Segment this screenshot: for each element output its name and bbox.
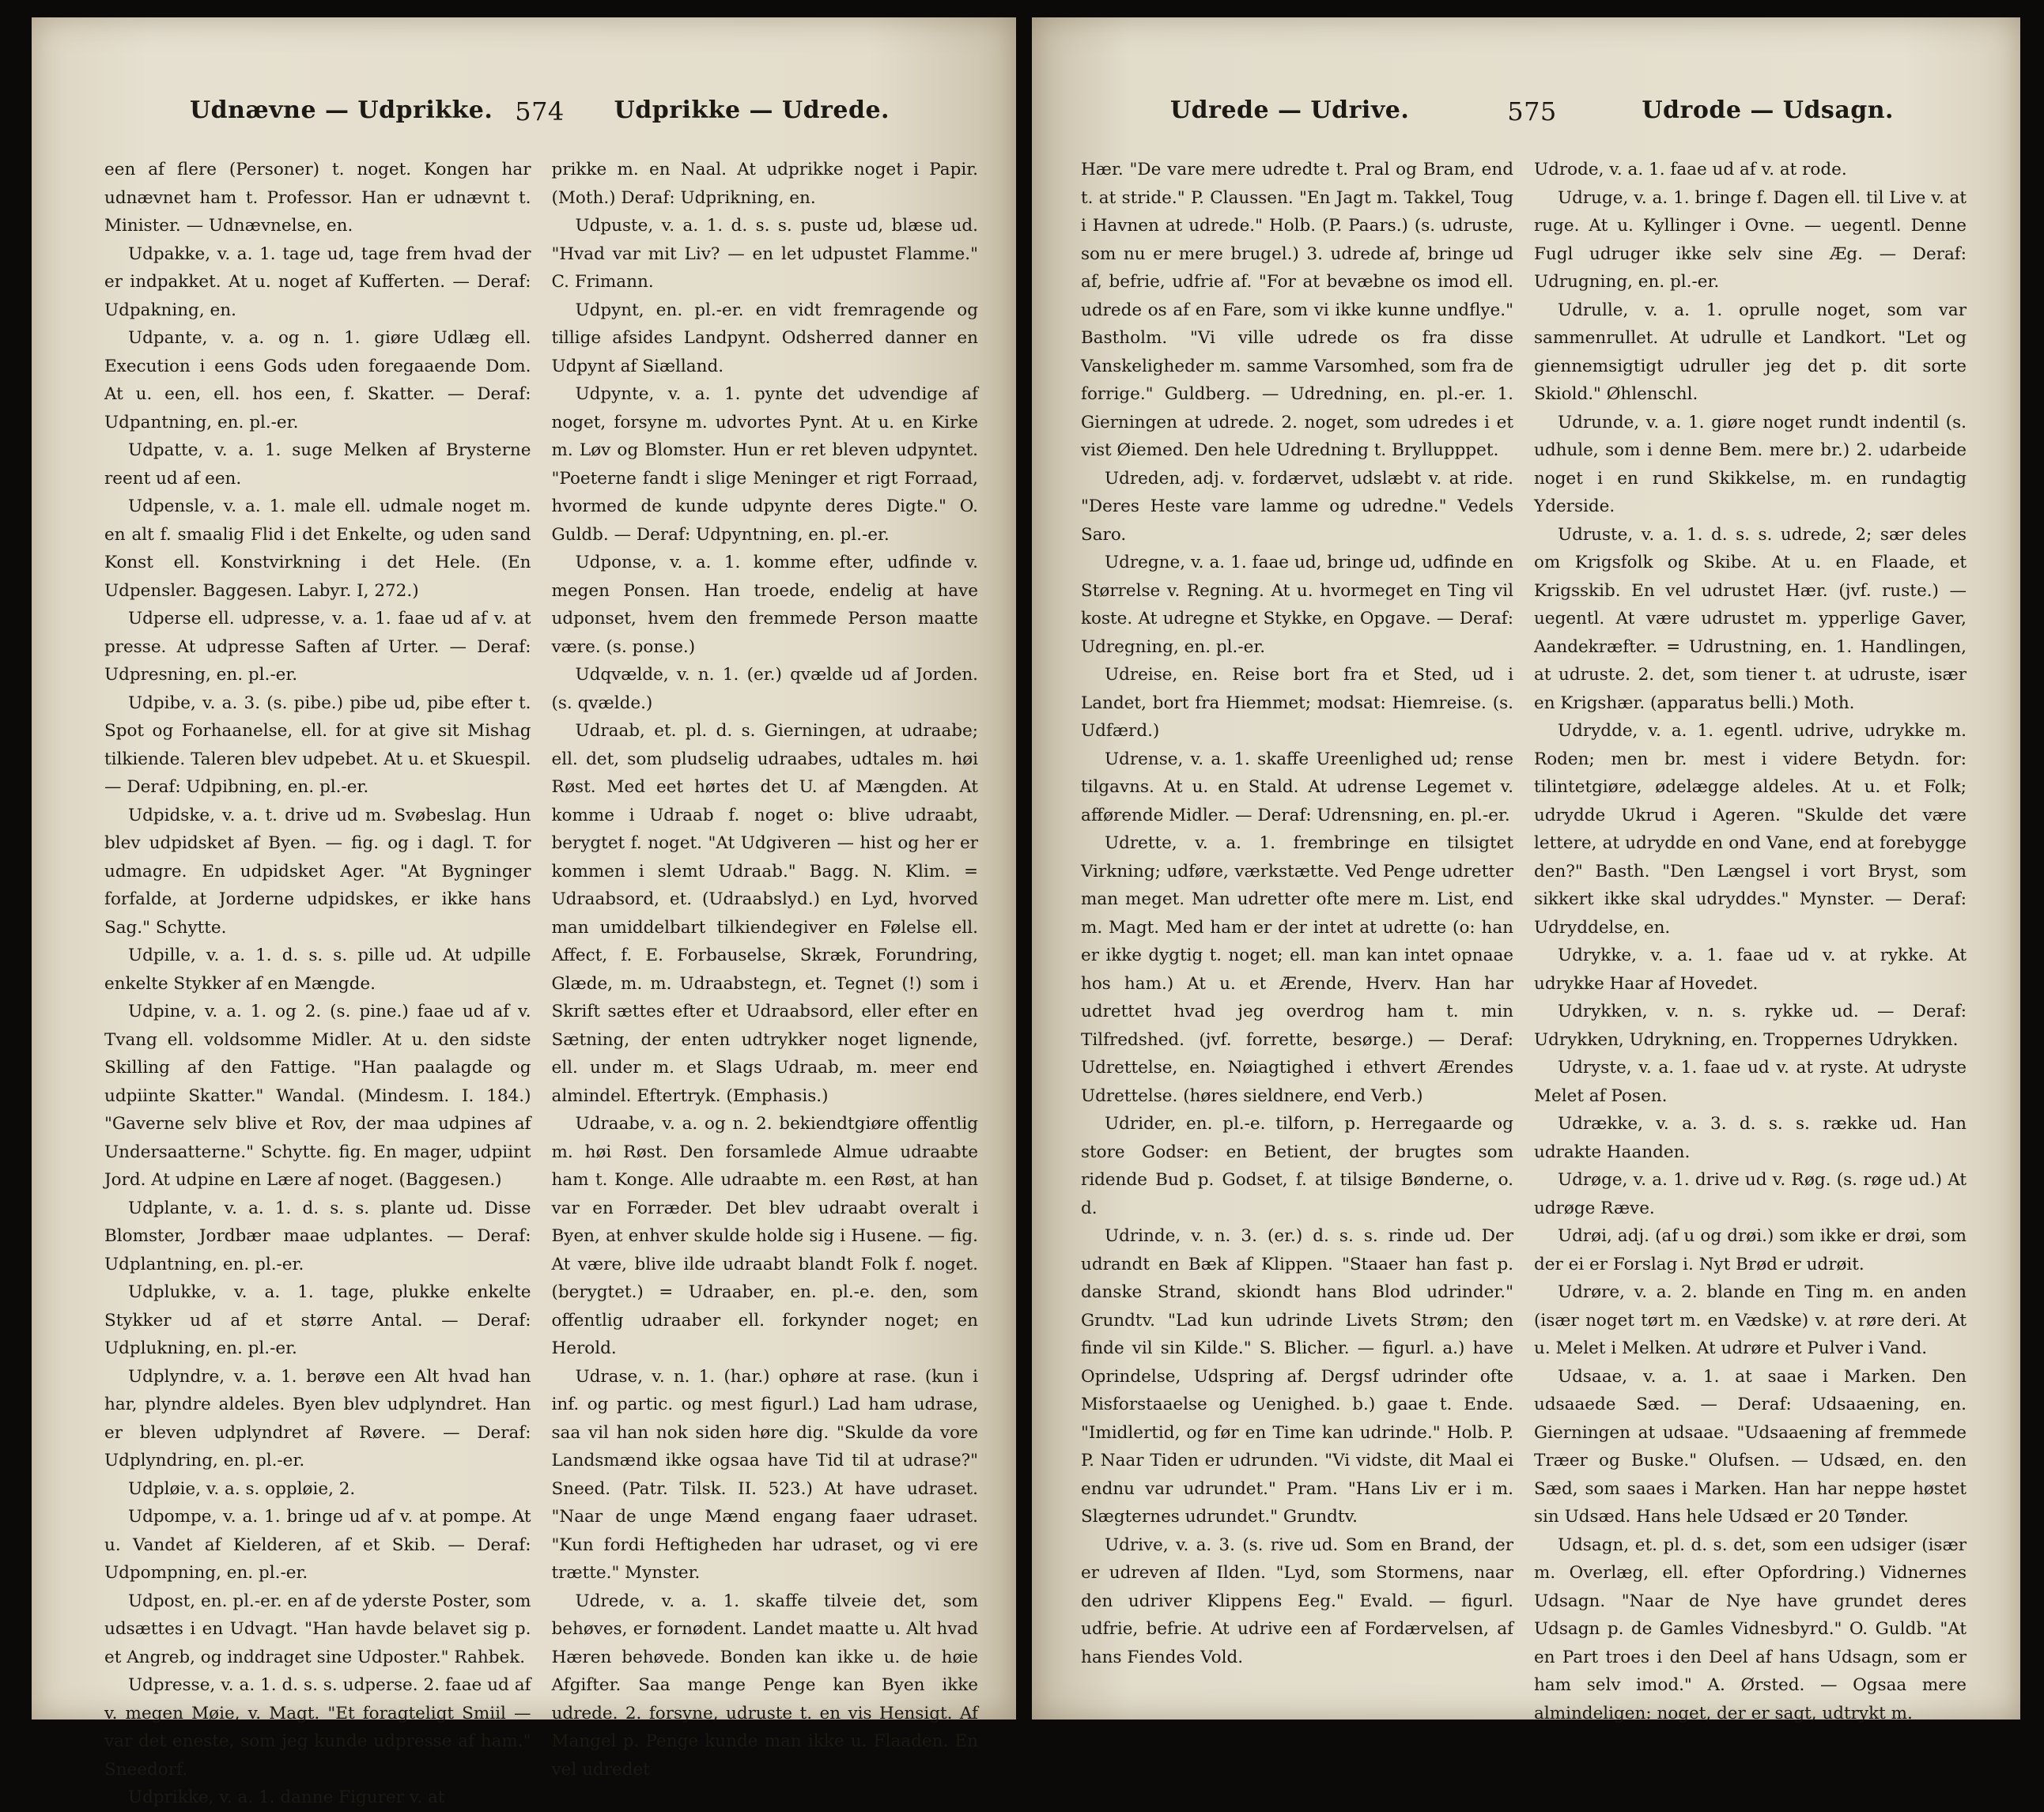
dictionary-entry: Udrulle, v. a. 1. oprulle noget, som var sammenrullet. At udrulle et Landkort. "Let og giennemsigtigt udruller jeg det p. dit sorte Skiold." Øhlenschl. — [1534, 300, 1967, 404]
left-page-number: 574 — [515, 96, 565, 126]
dictionary-entry: Udrider, en. pl.-e. tilforn, p. Herregaarde og store Godser: en Betient, der brugtes som ridende Bud p. Godset, f. at tilsige Bønderne, o. d. — [1081, 1114, 1513, 1218]
left-column-1 — [104, 156, 531, 1807]
left-column-2 — [551, 156, 979, 1780]
right-running-head — [1170, 96, 1894, 144]
dictionary-entry: Udpensle, v. a. 1. male ell. udmale noget m. en alt f. smaalig Flid i det Enkelte, og uden sand Konst ell. Konstvirkning i det Hele. (En Udpensler. Baggesen. Labyr. I, 272.) — [104, 496, 531, 601]
dictionary-entry: Udruge, v. a. 1. bringe f. Dagen ell. til Live v. at ruge. At u. Kyllinger i Ovne. — uegentl. Denne Fugl udruger ikke selv sine Æg. — Deraf: Udrugning, en. pl.-er. — [1534, 187, 1967, 292]
left-columns — [104, 156, 978, 1807]
dictionary-entry: Udrykken, v. n. s. rykke ud. — Deraf: Udrykken, Udrykning, en. Troppernes Udrykken. — [1534, 1002, 1967, 1050]
dictionary-entry: Udsagn, et. pl. d. s. det, som een udsiger (især m. Overlæg, ell. efter Opfordring.) Vidnernes Udsagn. "Naar de Nye have grundet deres Udsagn p. de Gamles Vidnesbyrd." O. Guldb. "At en Part troes i den Deel af hans Udsagn, som er ham selv imod." A. Ørsted. — Ogsaa mere almindeligen: noget, der er sagt, udtrykt m. — [1534, 1535, 1967, 1723]
dictionary-entry: Udrase, v. n. 1. (har.) ophøre at rase. (kun i inf. og partic. og mest figurl.) Lad ham udrase, saa vil han nok siden høre dig. "Skulde da vore Landsmænd ikke ogsaa have Tid til at udrase?" Sneed. (Patr. Tilsk. II. 523.) At have udraset. "Naar de unge Mænd engang faaer udraset. "Kun fordi Heftigheden har udraset, og vi ere trætte." Mynster. — [551, 1366, 978, 1583]
dictionary-entry: Udpille, v. a. 1. d. s. s. pille ud. At udpille enkelte Stykker af en Mængde. — [104, 946, 531, 994]
dictionary-entry: Udrække, v. a. 3. d. s. s. række ud. Han udrakte Haanden. — [1534, 1114, 1967, 1162]
dictionary-entry: Udreden, adj. v. fordærvet, udslæbt v. at ride. "Deres Heste vare lamme og udredne." Vedels Saro. — [1081, 468, 1513, 545]
dictionary-entry: een af flere (Personer) t. noget. Kongen har udnævnet ham t. Professor. Han er udnævnt t. Minister. — Udnævnelse, en. — [104, 160, 531, 236]
dictionary-entry: Udrode, v. a. 1. faae ud af v. at rode. — [1534, 160, 1847, 179]
dictionary-entry: Udrøge, v. a. 1. drive ud v. Røg. (s. røge ud.) At udrøge Ræve. — [1534, 1170, 1967, 1218]
right-head-left: Udrede — Udrive. — [1170, 96, 1410, 124]
dictionary-entry: Udperse ell. udpresse, v. a. 1. faae ud af v. at presse. At udpresse Saften af Urter. — Deraf: Udpresning, en. pl.-er. — [104, 609, 531, 685]
dictionary-entry: Udpløie, v. a. s. oppløie, 2. — [128, 1478, 356, 1499]
dictionary-entry: Udponse, v. a. 1. komme efter, udfinde v. megen Ponsen. Han troede, endelig at have udponset, hvem den fremmede Person maatte være. (s. ponse.) — [551, 553, 978, 657]
left-page — [32, 17, 1016, 1807]
dictionary-entry: Udregne, v. a. 1. faae ud, bringe ud, udfinde en Størrelse v. Regning. At u. hvormeget en Ting vil koste. At udregne et Stykke, en Opgave. — Deraf: Udregning, en. pl.-er. — [1081, 553, 1513, 657]
dictionary-entry: Udpost, en. pl.-er. en af de yderste Poster, som udsættes i en Udvagt. "Han havde belavet sig p. et Angreb, og inddraget sine Udposter." Rahbek. — [104, 1591, 531, 1667]
right-column-2 — [1534, 156, 1967, 1723]
dictionary-entry: Udrøre, v. a. 2. blande en Ting m. en anden (især noget tørt m. en Vædske) v. at røre deri. At u. Melet i Melken. At udrøre et Pulver i Vand. — [1534, 1282, 1967, 1358]
dictionary-entry: Udplukke, v. a. 1. tage, plukke enkelte Stykker ud af et større Antal. — Deraf: Udplukning, en. pl.-er. — [104, 1282, 531, 1358]
dictionary-entry: Udpatte, v. a. 1. suge Melken af Brysterne reent ud af een. — [104, 440, 531, 489]
left-head-left: Udnævne — Udprikke. — [190, 96, 493, 124]
dictionary-entry: Udrive, v. a. 3. (s. rive ud. Som en Brand, der er udreven af Ilden. "Lyd, som Stormens, naar den udriver Klippens Eeg." Evald. — figurl. udfrie, befrie. At udrive een af Fordærvelsen, af hans Fiendes Vold. — [1081, 1535, 1513, 1667]
right-columns — [1081, 156, 1967, 1723]
dictionary-entry: Udpakke, v. a. 1. tage ud, tage frem hvad der er indpakket. At u. noget af Kufferten. — Deraf: Udpakning, en. — [104, 243, 531, 320]
right-page — [1032, 17, 2020, 1723]
dictionary-entry: Udqvælde, v. n. 1. (er.) qvælde ud af Jorden. (s. qvælde.) — [551, 665, 978, 713]
left-head-right: Udprikke — Udrede. — [614, 96, 890, 124]
dictionary-entry: Udprikke, v. a. 1. danne Figurer v. at — [128, 1787, 445, 1807]
dictionary-entry: Udpine, v. a. 1. og 2. (s. pine.) faae ud af v. Tvang ell. voldsomme Midler. At u. den sidste Skilling af den Fattige. "Han paalagde og udpiinte Skatter." Wandal. (Mindesm. I. 184.) "Gaverne selv blive et Rov, der maa udpines af Undersaatterne." Schytte. fig. En mager, udpiint Jord. At udpine en Lære af noget. (Baggesen.) — [104, 1002, 531, 1190]
dictionary-entry: Udpynt, en. pl.-er. en vidt fremragende og tillige afsides Landpynt. Odsherred danner en Udpynt af Siælland. — [551, 300, 978, 376]
dictionary-entry: Udpompe, v. a. 1. bringe ud af v. at pompe. At u. Vandet af Kielderen, af et Skib. — Deraf: Udpompning, en. pl.-er. — [104, 1507, 531, 1583]
dictionary-entry: Udplante, v. a. 1. d. s. s. plante ud. Disse Blomster, Jordbær maae udplantes. — Deraf: Udplantning, en. pl.-er. — [104, 1198, 531, 1274]
dictionary-entry: Udraab, et. pl. d. s. Gierningen, at udraabe; ell. det, som pludselig udraabes, udtales m. høi Røst. Med eet hørtes det U. af Mængden. At komme i Udraab f. noget o: blive udraabt, berygtet f. noget. "At Udgiveren — hist og her er kommen i slemt Udraab." Bagg. N. Klim. = Udraabsord, et. (Udraabslyd.) en Lyd, hvorved man umiddelbart tilkiendegiver en Følelse ell. Affect, f. E. Forbauselse, Skræk, Forundring, Glæde, m. m. Udraabstegn, et. Tegnet (!) som i Skrift sættes efter et Udraabsord, eller efter en Sætning, der enten udtrykker noget lignende, ell. under m. et Slags Udraab, m. meer end almindel. Eftertryk. (Emphasis.) — [551, 721, 978, 1106]
dictionary-entry: Udreise, en. Reise bort fra et Sted, ud i Landet, bort fra Hiemmet; modsat: Hiemreise. (s. Udfærd.) — [1081, 665, 1513, 741]
dictionary-entry: prikke m. en Naal. At udprikke noget i Papir. (Moth.) Deraf: Udprikning, en. — [551, 160, 978, 208]
dictionary-entry: Udrede, v. a. 1. skaffe tilveie det, som behøves, er fornødent. Landet maatte u. Alt hvad Hæren behøvede. Bonden kan ikke u. de høie Afgifter. Saa mange Penge kan Byen ikke udrede. 2. forsyne, udruste t. en vis Hensigt. Af Mangel p. Penge kunde man ikke u. Flaaden. En vel udredet — [551, 1591, 978, 1780]
dictionary-entry: Udraabe, v. a. og n. 2. bekiendtgiøre offentlig m. høi Røst. Den forsamlede Almue udraabte ham t. Konge. Alle udraabte m. een Røst, at han var en Forræder. Det blev udraabt overalt i Byen, at enhver skulde holde sig i Husene. — fig. At være, blive ilde udraabt blandt Folk f. noget. (berygtet.) = Udraaber, en. pl.-e. den, som offentlig udraaber ell. forkynder noget; en Herold. — [551, 1114, 978, 1358]
dictionary-entry: Udsaae, v. a. 1. at saae i Marken. Den udsaaede Sæd. — Deraf: Udsaaening, en. Gierningen at udsaae. "Udsaaening af fremmede Træer og Buske." Olufsen. — Udsæd, en. den Sæd, som saaes i Marken. Han har neppe høstet sin Udsæd. Hans hele Udsæd er 20 Tønder. — [1534, 1366, 1967, 1527]
dictionary-entry: Udrykke, v. a. 1. faae ud v. at rykke. At udrykke Haar af Hovedet. — [1534, 946, 1967, 994]
dictionary-entry: Udrense, v. a. 1. skaffe Ureenlighed ud; rense tilgavns. At u. en Stald. At udrense Legemet v. afførende Midler. — Deraf: Udrensning, en. pl.-er. — [1081, 749, 1513, 825]
dictionary-entry: Udpidske, v. a. t. drive ud m. Svøbeslag. Hun blev udpidsket af Byen. — fig. og i dagl. T. for udmagre. En udpidsket Ager. "At Bygninger forfalde, at Jorderne udpidskes, er ikke hans Sag." Schytte. — [104, 805, 531, 938]
dictionary-entry: Udpresse, v. a. 1. d. s. s. udperse. 2. faae ud af v. megen Møie, v. Magt. "Et foragteligt Smiil — var det eneste, som jeg kunde udpresse af ham." Sneedorf. — [104, 1675, 531, 1780]
dictionary-entry: Udrinde, v. n. 3. (er.) d. s. s. rinde ud. Der udrandt en Bæk af Klippen. "Staaer han fast p. danske Strand, skiondt hans Blod udrinder." Grundtv. "Lad kun udrinde Livets Strøm; den finde vil sin Kilde." S. Blicher. — figurl. a.) have Oprindelse, Udspring af. Dergsf udrinder ofte Misforstaaelse og Uenighed. b.) gaae t. Ende. "Imidlertid, og før en Time kan udrinde." Holb. P. P. Naar Tiden er udrunden. "Vi vidste, dit Maal ei endnu var udrundet." Pram. "Hans Liv er i m. Slægternes udrundet." Grundtv. — [1081, 1226, 1513, 1527]
right-page-number: 575 — [1507, 96, 1557, 126]
dictionary-entry: Udryste, v. a. 1. faae ud v. at ryste. At udryste Melet af Posen. — [1534, 1058, 1967, 1106]
right-head-right: Udrode — Udsagn. — [1642, 96, 1894, 124]
left-running-head — [190, 96, 890, 144]
dictionary-entry: Udrette, v. a. 1. frembringe en tilsigtet Virkning; udføre, værkstætte. Ved Penge udretter man meget. Man udretter ofte mere m. List, end m. Magt. Med ham er der intet at udrette (o: han er ikke dygtig t. noget; ell. man kan intet opnaae hos ham.) At u. et Ærende, Hverv. Han har udrettet hvad jeg overdrog ham t. min Tilfredshed. (jvf. forrette, besørge.) — Deraf: Udrettelse, en. Nøiagtighed i ethvert Ærendes Udrettelse. (høres sieldnere, end Verb.) — [1081, 833, 1513, 1106]
dictionary-entry: Udpibe, v. a. 3. (s. pibe.) pibe ud, pibe efter t. Spot og Forhaanelse, ell. for at give sit Mishag tilkiende. Taleren blev udpebet. At u. et Skuespil. — Deraf: Udpibning, en. pl.-er. — [104, 693, 531, 797]
dictionary-entry: Hær. "De vare mere udredte t. Pral og Bram, end t. at stride." P. Claussen. "En Jagt m. Takkel, Toug i Havnen at udrede." Holb. (P. Paars.) (s. udruste, som nu er mere brugel.) 3. udrede af, bringe ud af, befrie, udfrie af. "For at bevæbne os imod ell. udrede os af en Fare, som vi ikke kunne undflye." Bastholm. "Vi ville udrede os fra disse Vanskeligheder m. samme Varsomhed, som fra de forrige." Guldberg. — Udredning, en. pl.-er. 1. Gierningen at udrede. 2. noget, som udredes i et vist Øiemed. Den hele Udredning t. Bryllupppet. — [1081, 160, 1513, 460]
dictionary-entry: Udpuste, v. a. 1. d. s. s. puste ud, blæse ud. "Hvad var mit Liv? — en let udpustet Flamme." C. Frimann. — [551, 216, 978, 292]
dictionary-entry: Udpynte, v. a. 1. pynte det udvendige af noget, forsyne m. udvortes Pynt. At u. en Kirke m. Løv og Blomster. Hun er ret bleven udpyntet. "Poeterne fandt i slige Meninger et rigt Forraad, hvormed de kunde udpynte deres Digte." O. Guldb. — Deraf: Udpyntning, en. pl.-er. — [551, 384, 978, 545]
dictionary-entry: Udrydde, v. a. 1. egentl. udrive, udrykke m. Roden; men br. mest i videre Betydn. for: tilintetgiøre, ødelægge aldeles. At u. et Folk; udrydde Ukrud i Ageren. "Skulde det være lettere, at udrydde en ond Vane, end at forebygge den?" Basth. "Den Længsel i vort Bryst, som sikkert ikke skal udryddes." Mynster. — Deraf: Udryddelse, en. — [1534, 721, 1967, 938]
dictionary-entry: Udpante, v. a. og n. 1. giøre Udlæg ell. Execution i eens Gods uden foregaaende Dom. At u. een, ell. hos een, f. Skatter. — Deraf: Udpantning, en. pl.-er. — [104, 328, 531, 432]
dictionary-entry: Udrunde, v. a. 1. giøre noget rundt indentil (s. udhule, som i denne Bem. mere br.) 2. udarbeide noget i en rund Skikkelse, m. en rundagtig Yderside. — [1534, 412, 1967, 516]
dictionary-entry: Udruste, v. a. 1. d. s. s. udrede, 2; sær deles om Krigsfolk og Skibe. At u. en Flaade, et Krigsskib. En vel udrustet Hær. (jvf. ruste.) — uegentl. At være udrustet m. ypperlige Gaver, Aandekræfter. = Udrustning, en. 1. Handlingen, at udruste. 2. det, som tiener t. at udruste, især en Krigshær. (apparatus belli.) Moth. — [1534, 524, 1967, 713]
right-column-1 — [1081, 156, 1513, 1672]
dictionary-entry: Udrøi, adj. (af u og drøi.) som ikke er drøi, som der ei er Forslag i. Nyt Brød er udrøit. — [1534, 1226, 1967, 1274]
dictionary-entry: Udplyndre, v. a. 1. berøve een Alt hvad han har, plyndre aldeles. Byen blev udplyndret. Han er bleven udplyndret af Røvere. — Deraf: Udplyndring, en. pl.-er. — [104, 1366, 531, 1470]
